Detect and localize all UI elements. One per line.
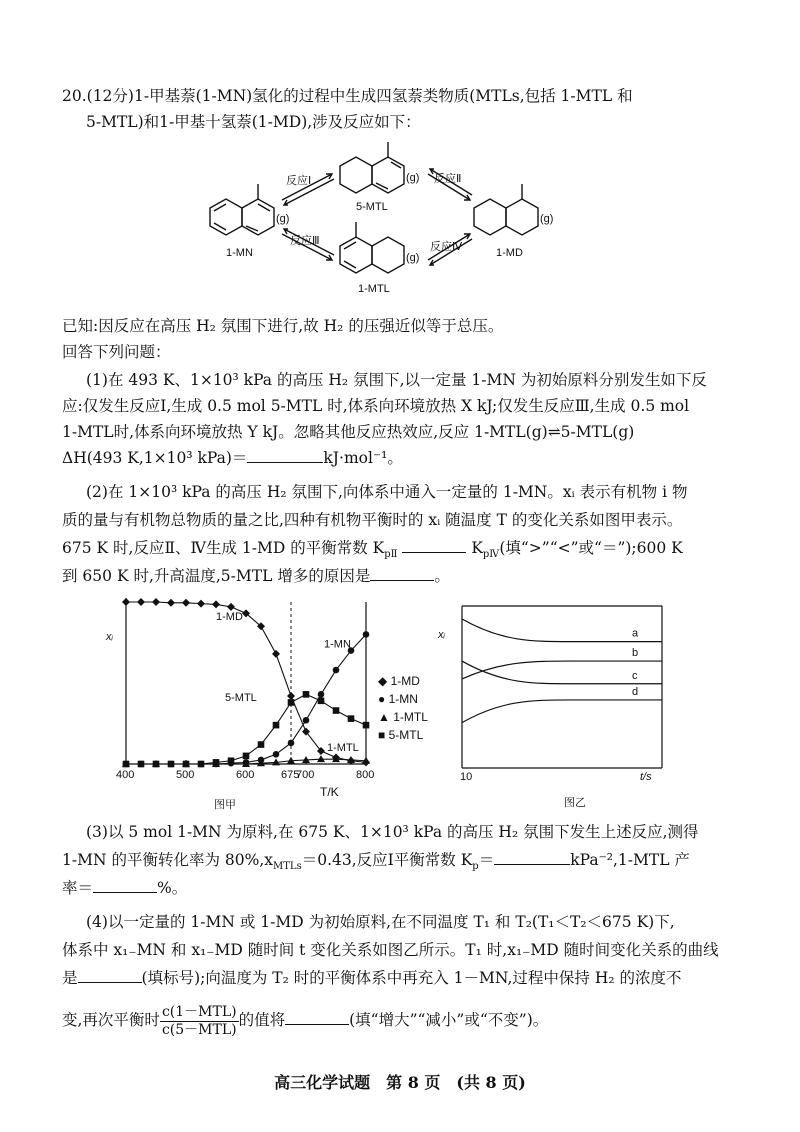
1-md-structure bbox=[474, 184, 538, 235]
q2-text-b: K bbox=[471, 539, 483, 557]
gas-5mtl: (g) bbox=[406, 172, 420, 184]
legend-1md: ◆ 1-MD bbox=[378, 674, 420, 688]
diamond-icon: ◆ bbox=[378, 674, 388, 688]
curve-label-d: d bbox=[632, 685, 639, 698]
figure-b-title: 图乙 bbox=[564, 797, 586, 809]
x-tick-label: 700 bbox=[296, 769, 315, 781]
q4-text-e: (填“增大”“减小”或“不变”)。 bbox=[349, 1011, 549, 1029]
curve-label-b: b bbox=[632, 647, 639, 660]
q2-line-2: 质的量与有机物总物质的量之比,四种有机物平衡时的 xᵢ 随温度 T 的变化关系如图甲表示。 bbox=[62, 511, 683, 529]
point-5-MTL bbox=[198, 761, 205, 768]
label-reaction-II: 反应Ⅱ bbox=[434, 173, 462, 185]
point-5-MTL bbox=[123, 761, 130, 768]
sub-pIV: pⅣ bbox=[482, 549, 500, 561]
point-1-MD bbox=[167, 599, 175, 607]
q4-text-c: 变,再次平衡时 bbox=[62, 1011, 160, 1029]
point-5-MTL bbox=[183, 761, 190, 768]
sub-pII: pⅡ bbox=[384, 549, 398, 561]
point-1-MN bbox=[273, 751, 280, 758]
figure-b-chart bbox=[434, 598, 674, 812]
answer-prompt: 回答下列问题： bbox=[62, 343, 171, 361]
series-line-1-MD bbox=[126, 602, 366, 762]
curve-label-a: a bbox=[632, 627, 639, 640]
point-1-MD bbox=[212, 600, 220, 608]
q2-line-1: (2)在 1×10³ kPa 的高压 H₂ 氛围下,向体系中通入一定量的 1-MN。xᵢ 表示有机物 i 物 bbox=[86, 483, 688, 501]
gas-1md: (g) bbox=[540, 213, 554, 225]
q4-line-4 bbox=[62, 1002, 548, 1039]
intro-line-2: 5-MTL)和1-甲基十氢萘(1-MD),涉及反应如下： bbox=[86, 113, 421, 131]
point-5-MTL bbox=[168, 761, 175, 768]
gas-1mtl: (g) bbox=[406, 252, 420, 264]
point-5-MTL bbox=[348, 715, 355, 722]
figure-a-xlabel: T/K bbox=[320, 785, 339, 799]
point-5-MTL bbox=[273, 722, 280, 729]
q3-line-3 bbox=[62, 878, 187, 898]
x-tick-label: 400 bbox=[116, 769, 135, 781]
curve-d bbox=[462, 700, 662, 723]
point-1-MD bbox=[197, 600, 205, 608]
point-5-MTL bbox=[363, 722, 370, 729]
point-5-MTL bbox=[138, 761, 145, 768]
point-5-MTL bbox=[153, 761, 160, 768]
q4-line-3 bbox=[62, 968, 681, 988]
point-5-MTL bbox=[318, 698, 325, 705]
point-1-MD bbox=[287, 692, 295, 700]
5-mtl-structure bbox=[340, 142, 404, 193]
sub-mtls: MTLs bbox=[273, 861, 302, 873]
series-label-1mtl: 1-MTL bbox=[327, 742, 359, 755]
q3-text-c: ＝ bbox=[478, 851, 495, 869]
point-1-MD bbox=[122, 598, 130, 606]
gas-1mn: (g) bbox=[276, 213, 290, 225]
series-label-1md: 1-MD bbox=[216, 610, 243, 623]
known-condition: 已知:因反应在高压 H₂ 氛围下进行,故 H₂ 的压强近似等于总压。 bbox=[62, 317, 504, 335]
point-1-MN bbox=[318, 691, 325, 698]
q1-line-4 bbox=[62, 448, 403, 468]
x-tick-label: 800 bbox=[356, 769, 375, 781]
q1-line-2: 应:仅发生反应Ⅰ,生成 0.5 mol 5-MTL 时,体系向环境放热 X kJ;仅发生反应Ⅲ,生成 0.5 mol bbox=[62, 397, 690, 415]
point-1-MN bbox=[363, 631, 370, 638]
q3-text-b: ＝0.43,反应Ⅰ平衡常数 K bbox=[301, 851, 473, 869]
q1-line-3: 1-MTL时,体系向环境放热 Y kJ。忽略其他反应热效应,反应 1-MTL(g)⇌5-MTL(g) bbox=[62, 423, 635, 441]
q3-text-d: kPa⁻²,1-MTL 产 bbox=[570, 851, 690, 869]
point-1-MD bbox=[182, 599, 190, 607]
point-1-MN bbox=[303, 717, 310, 724]
q1-answer-blank[interactable] bbox=[247, 448, 323, 463]
1-mn-structure bbox=[210, 184, 274, 235]
q4-text-a: 是 bbox=[62, 969, 78, 987]
point-1-MN bbox=[288, 740, 295, 747]
q4-text-b: (填标号);向温度为 T₂ 时的平衡体系中再充入 1－MN,过程中保持 H₂ 的浓度不 bbox=[141, 969, 682, 987]
point-1-MN bbox=[333, 667, 340, 674]
square-icon: ■ bbox=[378, 728, 386, 742]
point-5-MTL bbox=[333, 707, 340, 714]
q3-yield-blank[interactable] bbox=[93, 878, 157, 893]
q3-text-f: %。 bbox=[157, 879, 188, 897]
circle-icon: ● bbox=[378, 692, 386, 706]
point-5-MTL bbox=[228, 757, 235, 764]
q3-text-e: 率＝ bbox=[62, 879, 94, 897]
legend-1mtl: ▲ 1-MTL bbox=[378, 710, 428, 724]
point-1-MD bbox=[152, 598, 160, 606]
name-5mtl: 5-MTL bbox=[356, 201, 388, 213]
series-label-1mn: 1-MN bbox=[324, 638, 351, 651]
q4-change-blank[interactable] bbox=[285, 1010, 349, 1025]
triangle-icon: ▲ bbox=[378, 710, 390, 724]
q3-kp-blank[interactable] bbox=[494, 850, 570, 865]
point-5-MTL bbox=[288, 699, 295, 706]
point-5-MTL bbox=[213, 759, 220, 766]
q2-text-a: 675 K 时,反应Ⅱ、Ⅳ生成 1-MD 的平衡常数 K bbox=[62, 539, 385, 557]
q2-text-c: (填“>”“<”或“＝”);600 K bbox=[499, 539, 683, 557]
q3-line-2 bbox=[62, 850, 690, 877]
name-1mn: 1-MN bbox=[226, 247, 253, 259]
point-5-MTL bbox=[303, 691, 310, 698]
q2-line-3 bbox=[62, 538, 683, 565]
q4-fraction-numerator: c(1－MTL) bbox=[161, 1003, 237, 1020]
point-1-MD bbox=[272, 650, 280, 658]
x-tick-label: 500 bbox=[176, 769, 195, 781]
x-tick-label: 600 bbox=[236, 769, 255, 781]
q2-text-e: 。 bbox=[434, 567, 450, 585]
name-1md: 1-MD bbox=[496, 247, 523, 259]
q4-text-d: 的值将 bbox=[238, 1011, 286, 1029]
curve-label-c: c bbox=[632, 669, 638, 682]
figure-b-tick-10: 10 bbox=[460, 771, 473, 783]
figure-a-legend bbox=[378, 672, 428, 744]
figure-b-xlabel: t/s bbox=[640, 771, 652, 783]
q1-unit: kJ·mol⁻¹。 bbox=[323, 449, 403, 467]
q4-line-1: (4)以一定量的 1-MN 或 1-MD 为初始原料,在不同温度 T₁ 和 T₂(T₁＜T₂＜675 K)下, bbox=[86, 913, 675, 931]
q2-reason-blank[interactable] bbox=[370, 566, 434, 581]
sub-p: p bbox=[472, 861, 479, 873]
point-5-MTL bbox=[258, 741, 265, 748]
intro-line-1: 20.(12分)1-甲基萘(1-MN)氢化的过程中生成四氢萘类物质(MTLs,包括 1-MTL 和 bbox=[62, 87, 633, 105]
q4-curve-blank[interactable] bbox=[78, 968, 142, 983]
q4-fraction bbox=[160, 1004, 239, 1039]
q3-line-1: (3)以 5 mol 1-MN 为原料,在 675 K、1×10³ kPa 的高压 H₂ 氛围下发生上述反应,测得 bbox=[86, 823, 699, 841]
figure-b-ylabel: xᵢ bbox=[438, 629, 445, 641]
reaction-scheme bbox=[190, 138, 590, 308]
figure-a-ylabel: xᵢ bbox=[106, 631, 113, 643]
q2-line-4 bbox=[62, 566, 450, 586]
point-1-MD bbox=[137, 598, 145, 606]
q2-compare-blank[interactable] bbox=[402, 538, 466, 553]
series-label-5mtl: 5-MTL bbox=[225, 691, 257, 704]
name-1mtl: 1-MTL bbox=[358, 283, 390, 295]
point-1-MD bbox=[227, 603, 235, 611]
q2-text-d: 到 650 K 时,升高温度,5-MTL 增多的原因是 bbox=[62, 567, 371, 585]
q4-fraction-denominator: c(5－MTL) bbox=[161, 1021, 237, 1038]
q3-text-a: 1-MN 的平衡转化率为 80%,x bbox=[62, 851, 274, 869]
label-reaction-I: 反应Ⅰ bbox=[286, 175, 312, 187]
q1-line-1: (1)在 493 K、1×10³ kPa 的高压 H₂ 氛围下,以一定量 1-MN 为初始原料分别发生如下反 bbox=[86, 371, 707, 389]
label-reaction-IV: 反应Ⅳ bbox=[430, 241, 463, 253]
figure-a-chart bbox=[96, 592, 386, 812]
figure-a-title: 图甲 bbox=[214, 799, 236, 811]
q4-line-2: 体系中 x₁₋MN 和 x₁₋MD 随时间 t 变化关系如图乙所示。T₁ 时,x₁₋MD 随时间变化关系的曲线 bbox=[62, 941, 719, 959]
legend-1mn: ● 1-MN bbox=[378, 692, 418, 706]
page-footer: 高三化学试题 第 8 页 (共 8 页) bbox=[274, 1073, 526, 1092]
x-tick-label: 675 bbox=[281, 769, 300, 781]
label-reaction-III: 反应Ⅲ bbox=[290, 235, 320, 247]
1-mtl-structure bbox=[340, 222, 404, 273]
legend-5mtl: ■ 5-MTL bbox=[378, 728, 424, 742]
q1-expression: ΔH(493 K,1×10³ kPa)＝ bbox=[62, 449, 248, 467]
point-5-MTL bbox=[243, 753, 250, 760]
